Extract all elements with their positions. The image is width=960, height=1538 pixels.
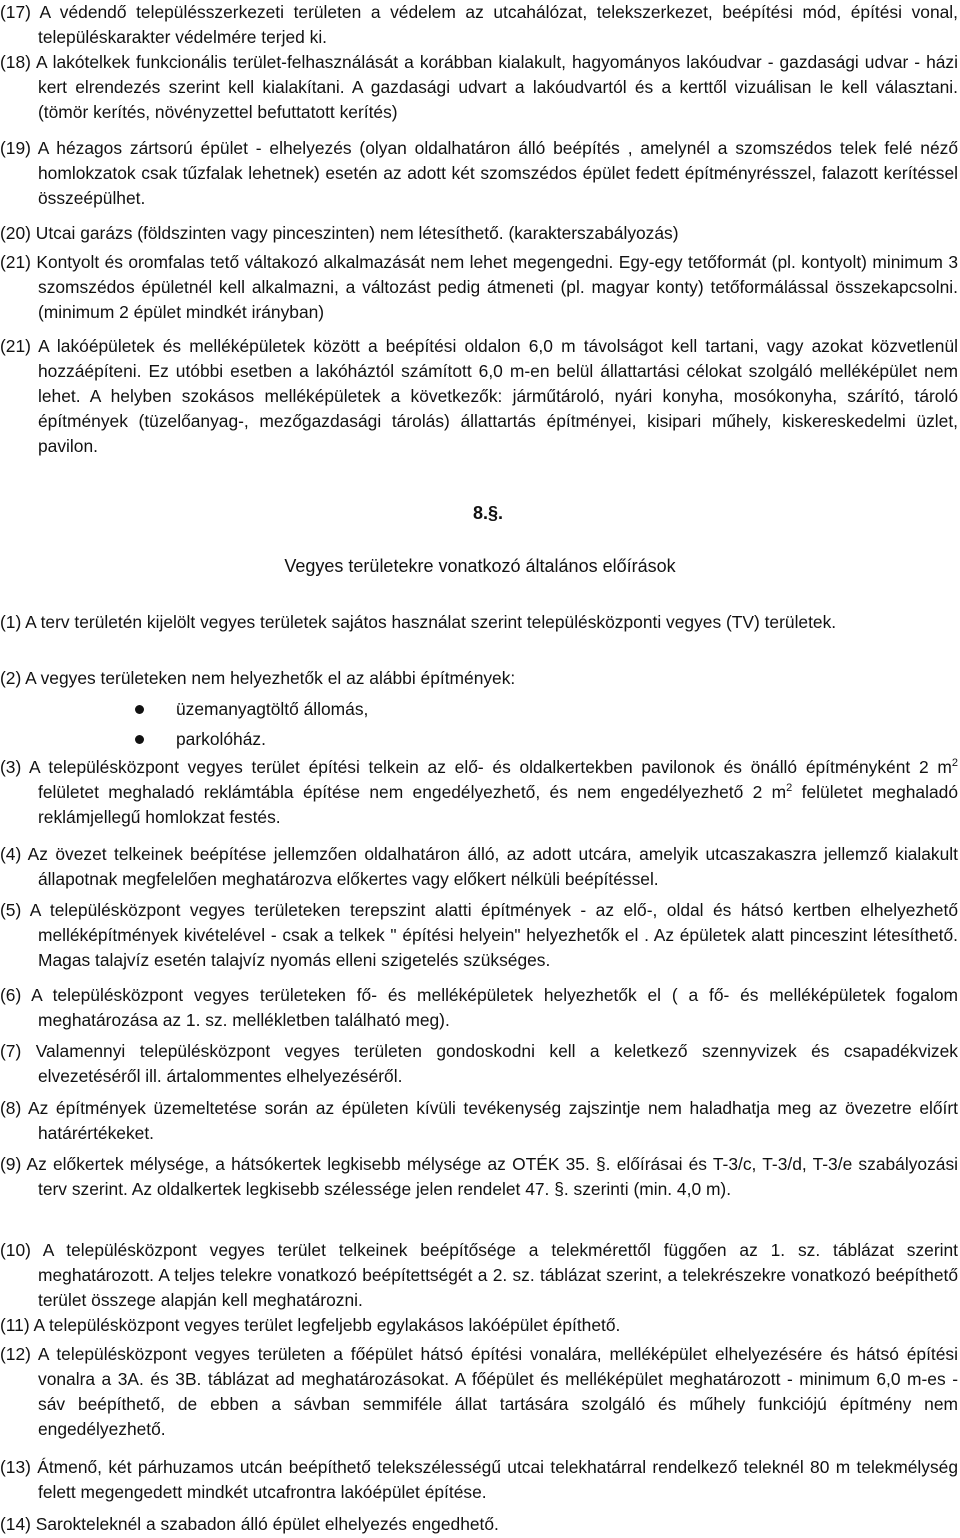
paragraph-5: (5) A településközpont vegyes területeken terepszint alatti építmények - az elő-, oldal és hátsó kertben elhelyezhető melléképítmények kivételével - csak a telkek " építési helyein" helyezhetők el . Az épületek alatt pinceszint létesíthető. Magas talajvíz esetén talajvíz nyomás elleni szigetelés szükséges.	[0, 900, 958, 970]
paragraph-19: (19) A hézagos zártsorú épület - elhelyezés (olyan oldalhatáron álló beépítés , amelynél a szomszédos telek felé néző homlokzatok csak tűzfalak lehetnek) esetén az adott két szomszédos épület fedett építményrésszel, falazott kerítéssel összeépülhet.	[0, 138, 958, 208]
paragraph-20: (20) Utcai garázs (földszinten vagy pinceszinten) nem létesíthető. (karakterszabályozás)	[0, 223, 679, 243]
paragraph-21-roof: (21) Kontyolt és oromfalas tető váltakozó alkalmazását nem lehet megengedni. Egy-egy tetőformát (pl. kontyolt) minimum 3 szomszédos épületnél kell alkalmazni, a változást pedig átmeneti (pl. magyar konty) tetőformálással összekapcsolni. (minimum 2 épület mindkét irányban)	[0, 252, 958, 322]
paragraph-9: (9) Az előkertek mélysége, a hátsókertek legkisebb mélysége az OTÉK 35. §. előírásai és T-3/c, T-3/d, T-3/e szabályozási terv szerint. Az oldalkertek legkisebb szélessége jelen rendelet 47. §. szerinti (min. 4,0 m).	[0, 1154, 958, 1199]
paragraph-6: (6) A településközpont vegyes területeken fő- és melléképületek helyezhetők el ( a fő- és melléképületek fogalom meghatározása az 1. sz. mellékletben található meg).	[0, 985, 958, 1030]
superscript: 2	[951, 757, 958, 770]
paragraph-3-text-2: felületet meghaladó reklámtábla építése nem engedélyezhető, és nem engedélyezhető 2 m	[38, 782, 787, 802]
section-number: 8.§.	[472, 503, 504, 523]
superscript: 2	[786, 782, 793, 795]
paragraph-18: (18) A lakótelkek funkcionális terület-felhasználását a korábban kialakult, hagyományos lakóudvar - gazdasági udvar - házi kert elrendezés szerint kell kialakítani. A gazdasági udvart a lakóudvartól és a kerttől vizuálisan le kell választani. (tömör kerítés, növényzettel befuttatott kerítés)	[0, 52, 958, 122]
paragraph-4: (4) Az övezet telkeinek beépítése jellemzően oldalhatáron álló, az adott utcára, amelyik utcaszakaszra jellemző kialakult állapotnak megfelelően meghatározva előkertes vagy előkert nélküli beépítéssel.	[0, 844, 958, 889]
section-title: Vegyes területekre vonatkozó általános előírások	[284, 556, 676, 576]
paragraph-13: (13) Átmenő, két párhuzamos utcán beépíthető telekszélességű utcai telekhatárral rendelkező teleknél 80 m telekmélység felett megengedett mindkét utcafrontra lakóépület építése.	[0, 1457, 958, 1502]
paragraph-3-text-3: felületet meghaladó reklámjellegű homlokzat festés.	[38, 782, 958, 827]
paragraph-14: (14) Sarokteleknél a szabadon álló épület elhelyezés engedhető.	[0, 1514, 499, 1534]
paragraph-7: (7) Valamennyi településközpont vegyes területen gondoskodni kell a keletkező szennyvizek és csapadékvizek elvezetéséről ill. ártalommentes elhelyezéséről.	[0, 1041, 958, 1086]
paragraph-12: (12) A településközpont vegyes területen a főépület hátsó építési vonalára, melléképület elhelyezésére és hátsó építési vonalra a 3A. és 3B. táblázat ad meghatározásokat. A főépület és melléképület meghatározott - minimum 6,0 m-es - sáv beépíthető, de ebben a sávban semmiféle állat tartására szolgáló és műhely funkciójú építmény nem engedélyezhető.	[0, 1344, 958, 1439]
paragraph-3-text-1: (3) A településközpont vegyes terület építési telkein az elő- és oldalkertekben pavilonok és önálló építményként 2 m	[0, 757, 952, 777]
bullet-icon	[135, 735, 144, 744]
paragraph-10: (10) A településközpont vegyes terület telkeinek beépítősége a telekmérettől függően az 1. sz. táblázat szerint meghatározott. A teljes telekre vonatkozó beépítettségét a 2. sz. táblázat szerint, a telekrészekre vonatkozó beépíthető terület összege alapján kell meghatározni.	[0, 1240, 958, 1310]
paragraph-11: (11) A településközpont vegyes terület legfeljebb egylakásos lakóépület építhető.	[0, 1315, 621, 1335]
paragraph-8: (8) Az építmények üzemeltetése során az épületen kívüli tevékenység zajszintje nem haladhatja meg az övezetre előírt határértékeket.	[0, 1098, 958, 1143]
list-item-label: üzemanyagtöltő állomás,	[176, 699, 369, 719]
bullet-icon	[135, 705, 144, 714]
paragraph-3	[0, 755, 958, 830]
paragraph-21-outbuildings: (21) A lakóépületek és melléképületek között a beépítési oldalon 6,0 m távolságot kell tartani, vagy azokat közvetlenül hozzáépíteni. Ez utóbbi esetben a lakóháztól számított 6,0 m-en belül állattartási célokat szolgáló melléképület nem lehet. A helyben szokásos melléképületek a következők: járműtároló, nyári konyha, mosókonyha, szárító, tároló építmények (tüzelőanyag-, mezőgazdasági tárolás) állattartás építményei, kisipari műhely, kiskereskedelmi üzlet, pavilon.	[0, 336, 958, 456]
paragraph-2: (2) A vegyes területeken nem helyezhetők el az alábbi építmények:	[0, 668, 516, 688]
list-item-label: parkolóház.	[176, 729, 266, 749]
paragraph-17: (17) A védendő településszerkezeti területen a védelem az utcahálózat, telekszerkezet, beépítési mód, építési vonal, településkarakter védelmére terjed ki.	[0, 2, 958, 47]
paragraph-1: (1) A terv területén kijelölt vegyes területek sajátos használat szerint településközponti vegyes (TV) területek.	[0, 612, 837, 632]
